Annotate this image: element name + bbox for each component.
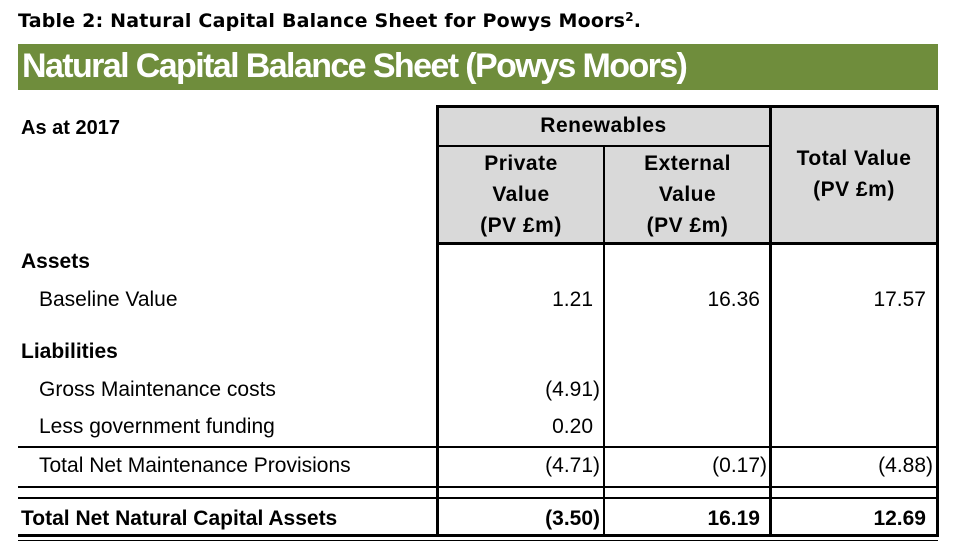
external-header-line-2: Value xyxy=(658,183,717,206)
gross-maintenance-private-value: (4.91) xyxy=(545,378,600,401)
caption-end: . xyxy=(633,10,642,32)
baseline-private-value: 1.21 xyxy=(552,288,593,311)
caption-text: Table 2: Natural Capital Balance Sheet for Powys Moors xyxy=(18,10,626,32)
government-funding-label: Less government funding xyxy=(39,415,275,438)
total-net-external-value: 16.19 xyxy=(707,507,760,530)
baseline-value-label: Baseline Value xyxy=(39,288,178,311)
private-header-line-1: Private xyxy=(484,152,558,175)
external-value-header xyxy=(605,148,770,241)
balance-sheet-banner: Natural Capital Balance Sheet (Powys Moors) xyxy=(18,44,938,90)
private-header-line-3: (PV £m) xyxy=(480,214,562,237)
baseline-total-value: 17.57 xyxy=(873,288,926,311)
column-border-4 xyxy=(936,105,939,537)
assets-section-label: Assets xyxy=(21,250,90,273)
as-at-label: As at 2017 xyxy=(21,117,120,139)
total-net-assets-label: Total Net Natural Capital Assets xyxy=(21,507,338,530)
total-net-private-value: (3.50) xyxy=(545,507,600,530)
total-row-bottom-border-1 xyxy=(18,534,938,537)
table-caption xyxy=(18,10,641,32)
liabilities-section-label: Liabilities xyxy=(21,340,118,363)
net-provisions-bottom-border xyxy=(18,486,938,488)
net-maintenance-total-value: (4.88) xyxy=(878,454,933,477)
total-row-bottom-border-2 xyxy=(18,540,938,541)
private-value-header xyxy=(437,148,605,241)
net-maintenance-external-value: (0.17) xyxy=(712,454,767,477)
header-top-border xyxy=(437,105,938,108)
header-bottom-border xyxy=(437,242,938,245)
external-header-line-1: External xyxy=(644,152,731,175)
total-net-total-value: 12.69 xyxy=(873,507,926,530)
total-value-header xyxy=(770,143,938,205)
external-header-line-3: (PV £m) xyxy=(646,214,729,237)
total-header-line-2: (PV £m) xyxy=(813,178,895,201)
renewables-header: Renewables xyxy=(540,114,667,137)
net-maintenance-private-value: (4.71) xyxy=(545,454,600,477)
baseline-external-value: 16.36 xyxy=(707,288,760,311)
gross-maintenance-label: Gross Maintenance costs xyxy=(39,378,276,401)
total-header-line-1: Total Value xyxy=(796,147,912,170)
footnote-marker: 2 xyxy=(625,10,634,24)
net-provisions-top-border xyxy=(18,446,938,448)
government-funding-private-value: 0.20 xyxy=(552,415,593,438)
total-row-top-border xyxy=(18,497,938,499)
private-header-line-2: Value xyxy=(492,183,550,206)
net-maintenance-label: Total Net Maintenance Provisions xyxy=(39,454,351,477)
